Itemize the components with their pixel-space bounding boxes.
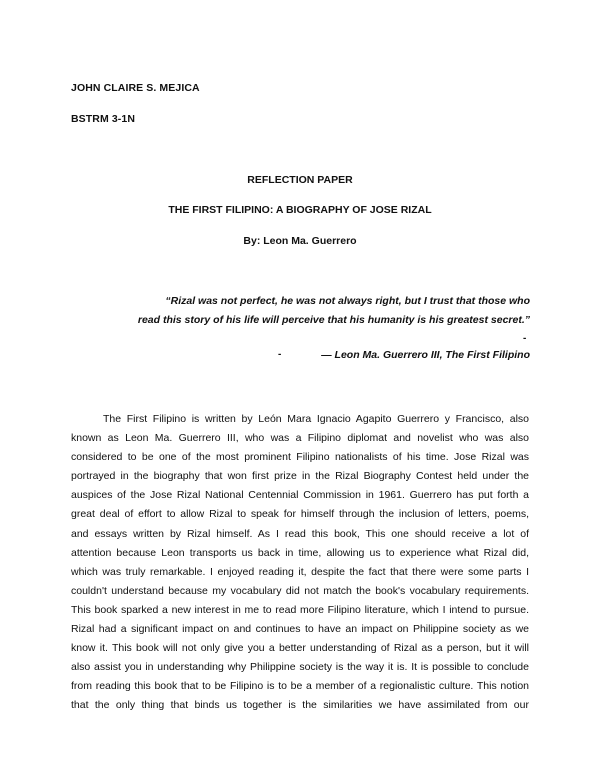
quote-attribution: — Leon Ma. Guerrero III, The First Filipino	[321, 349, 530, 361]
body-line: auspices of the Jose Rizal National Centennial Commission in 1961. Guerrero has put forth a	[71, 489, 529, 502]
body-line: which was truly remarkable. I enjoyed reading it, despite the fact that there were some parts I	[71, 565, 529, 578]
epigraph-quote	[110, 292, 530, 330]
book-title-heading: THE FIRST FILIPINO: A BIOGRAPHY OF JOSE RIZAL	[168, 204, 432, 216]
student-name: JOHN CLAIRE S. MEJICA	[71, 82, 200, 94]
body-line: couldn't understand because my vocabulary did not match the book's vocabulary requirements.	[71, 584, 529, 597]
body-line: that the only thing that binds us together is the similarities we have assimilated from our	[71, 699, 529, 712]
student-section: BSTRM 3-1N	[71, 113, 136, 125]
body-line: portrayed in the biography that won first prize in the Rizal Biography Contest held under the	[71, 470, 529, 483]
body-line: and essays written by Rizal himself. As I read this book, This one should receive a lot of	[71, 527, 529, 540]
body-line: This book sparked a new interest in me to read more Filipino literature, which I intend to pursue.	[71, 603, 529, 616]
body-line: from reading this book that to be Filipino is to be a member of a regionalistic culture. This notion	[71, 680, 529, 693]
body-line: Rizal had a significant impact on and continues to have an impact on Philippine society as we	[71, 623, 529, 636]
quote-line-1: “Rizal was not perfect, he was not always right, but I trust that those who	[165, 295, 530, 307]
body-line: know it. This book will not only give you a better understanding of Rizal as a person, but it will	[71, 642, 529, 655]
body-line: also assist you in understanding why Philippine society is the way it is. It is possible to conclude	[71, 661, 529, 674]
book-author-heading: By: Leon Ma. Guerrero	[243, 235, 357, 247]
attribution-lead-dash: -	[278, 349, 282, 360]
body-line: The First Filipino is written by León Mara Ignacio Agapito Guerrero y Francisco, also	[103, 413, 529, 425]
reflection-body	[71, 410, 529, 716]
paper-type-heading: REFLECTION PAPER	[247, 174, 353, 186]
quote-dash-mark: -	[523, 333, 527, 344]
body-line: great deal of effort to allow Rizal to speak for himself through the inclusion of letters, poems,	[71, 508, 529, 521]
body-line: attention because Leon transports us back in time, allowing us to experience what Rizal did,	[71, 546, 529, 559]
quote-line-2: read this story of his life will perceive that his humanity is his greatest secret.”	[137, 314, 530, 326]
body-line: considered to be one of the most prominent Filipino nationalists of his time. Jose Rizal was	[71, 451, 529, 464]
body-line: known as Leon Ma. Guerrero III, who was a Filipino diplomat and novelist who was also	[71, 432, 529, 445]
